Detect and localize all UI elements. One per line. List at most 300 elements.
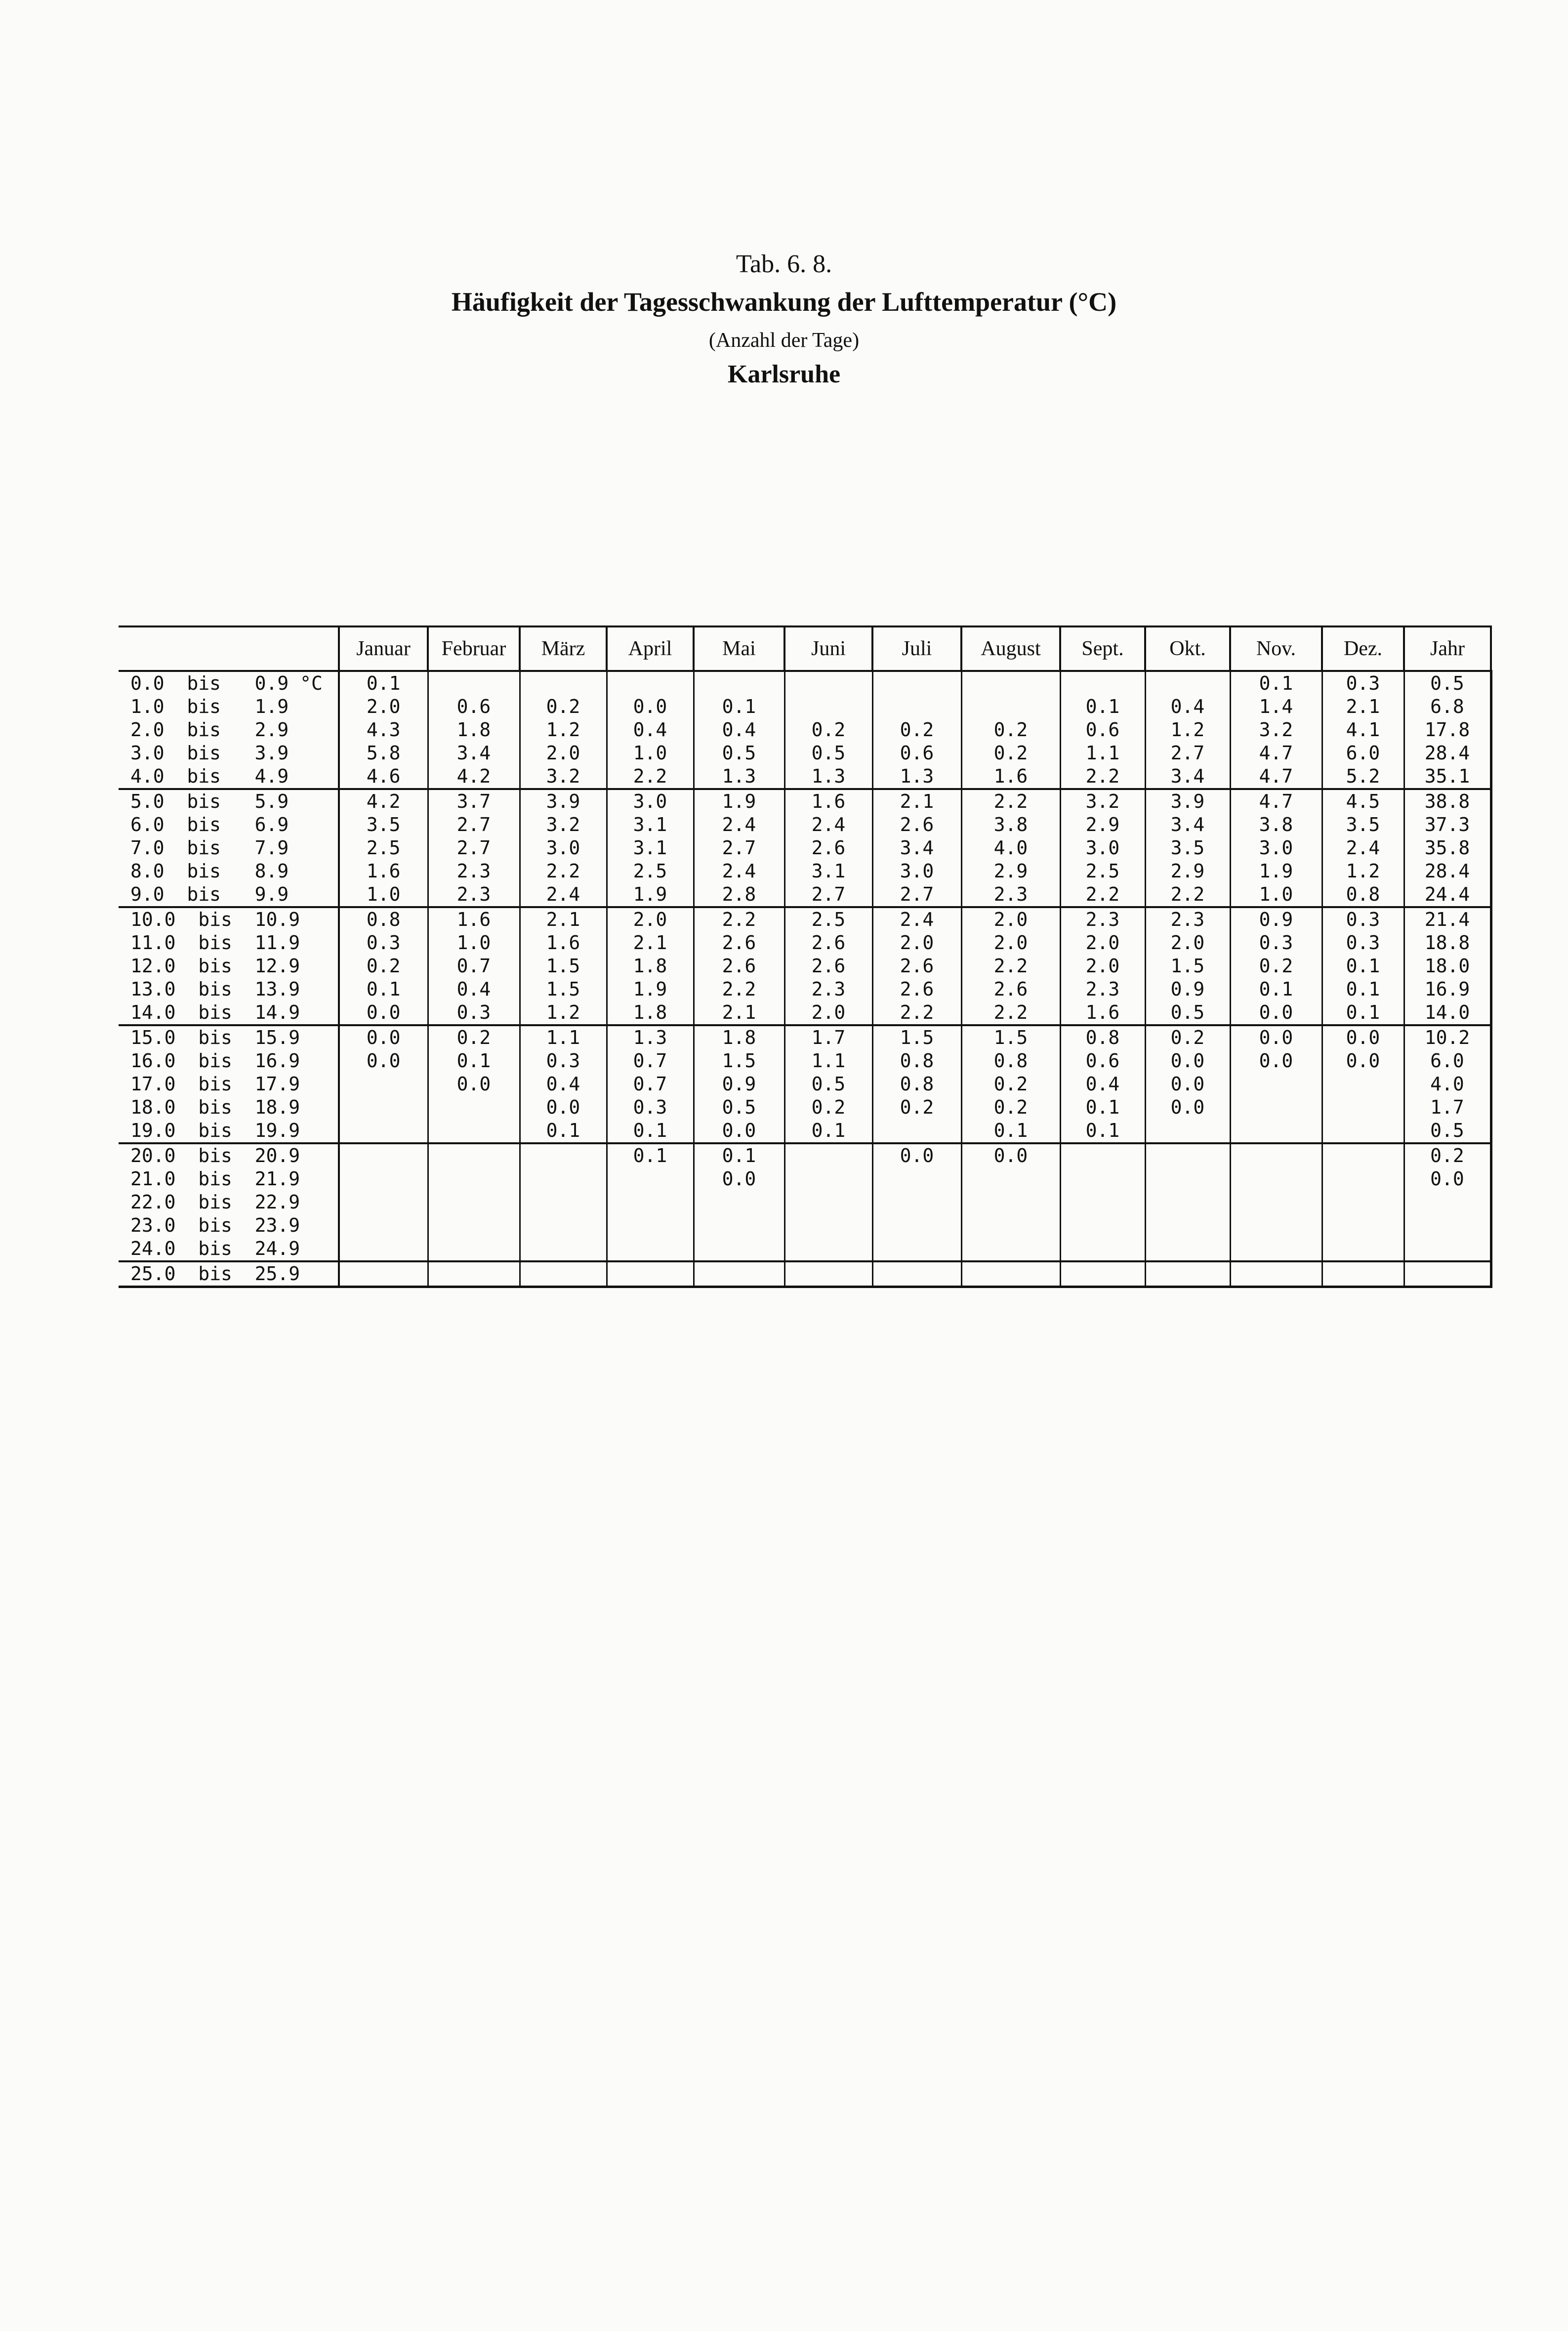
page-title: Häufigkeit der Tagesschwankung der Lufttemperatur (°C) (451, 287, 1117, 317)
range-cell: 23.0 bis 23.9 (119, 1214, 339, 1237)
value-cell (1060, 1167, 1145, 1191)
value-cell: 0.0 (694, 1167, 784, 1191)
value-cell (1322, 1167, 1404, 1191)
column-header: Juni (784, 626, 872, 671)
value-cell: 2.3 (1145, 907, 1230, 931)
value-cell: 1.9 (607, 883, 694, 907)
value-cell: 0.0 (607, 695, 694, 718)
value-cell: 0.1 (1060, 1096, 1145, 1119)
value-cell: 0.4 (428, 978, 520, 1001)
value-cell: 0.1 (607, 1119, 694, 1143)
value-cell: 2.8 (694, 883, 784, 907)
value-cell: 1.2 (520, 718, 607, 742)
value-cell (1060, 671, 1145, 695)
value-cell: 17.8 (1404, 718, 1491, 742)
value-cell: 16.9 (1404, 978, 1491, 1001)
range-cell: 1.0 bis 1.9 (119, 695, 339, 718)
value-cell (961, 671, 1060, 695)
value-cell: 2.6 (694, 955, 784, 978)
value-cell: 5.8 (339, 742, 428, 765)
value-cell (872, 1237, 961, 1261)
value-cell: 1.5 (961, 1025, 1060, 1049)
value-cell (1404, 1214, 1491, 1237)
frequency-table-container (119, 625, 1491, 1288)
table-row (119, 1261, 1491, 1287)
value-cell: 2.0 (961, 931, 1060, 955)
value-cell: 2.0 (339, 695, 428, 718)
value-cell (339, 1143, 428, 1167)
range-cell: 19.0 bis 19.9 (119, 1119, 339, 1143)
value-cell: 0.0 (1145, 1073, 1230, 1096)
range-cell: 2.0 bis 2.9 (119, 718, 339, 742)
value-cell: 1.7 (1404, 1096, 1491, 1119)
value-cell: 2.6 (961, 978, 1060, 1001)
value-cell (607, 1261, 694, 1287)
value-cell (784, 1214, 872, 1237)
value-cell (784, 1261, 872, 1287)
value-cell (520, 1191, 607, 1214)
value-cell (339, 1191, 428, 1214)
value-cell: 0.5 (784, 1073, 872, 1096)
value-cell: 2.2 (694, 907, 784, 931)
value-cell: 0.7 (428, 955, 520, 978)
value-cell (520, 671, 607, 695)
value-cell (694, 1237, 784, 1261)
value-cell: 0.1 (607, 1143, 694, 1167)
value-cell (1404, 1237, 1491, 1261)
value-cell (520, 1143, 607, 1167)
value-cell (1230, 1096, 1322, 1119)
value-cell: 2.2 (1060, 883, 1145, 907)
value-cell: 2.0 (607, 907, 694, 931)
value-cell (520, 1167, 607, 1191)
table-row (119, 860, 1491, 883)
value-cell: 3.4 (1145, 765, 1230, 789)
value-cell: 0.6 (872, 742, 961, 765)
value-cell: 1.0 (428, 931, 520, 955)
value-cell: 4.3 (339, 718, 428, 742)
value-cell: 0.3 (607, 1096, 694, 1119)
value-cell (784, 671, 872, 695)
range-cell: 20.0 bis 20.9 (119, 1143, 339, 1167)
value-cell: 2.6 (872, 813, 961, 836)
value-cell (1145, 1167, 1230, 1191)
value-cell: 0.9 (694, 1073, 784, 1096)
value-cell (520, 1237, 607, 1261)
value-cell (784, 1191, 872, 1214)
column-header: Sept. (1060, 626, 1145, 671)
value-cell: 0.9 (1145, 978, 1230, 1001)
value-cell: 3.7 (428, 789, 520, 813)
value-cell (784, 1237, 872, 1261)
table-row (119, 1237, 1491, 1261)
range-cell: 14.0 bis 14.9 (119, 1001, 339, 1025)
value-cell (1145, 671, 1230, 695)
value-cell: 3.0 (520, 836, 607, 860)
value-cell: 3.2 (1230, 718, 1322, 742)
value-cell: 0.0 (339, 1001, 428, 1025)
value-cell (428, 1143, 520, 1167)
value-cell: 2.0 (961, 907, 1060, 931)
value-cell: 10.2 (1404, 1025, 1491, 1049)
value-cell: 0.5 (694, 1096, 784, 1119)
value-cell: 18.0 (1404, 955, 1491, 978)
value-cell: 0.2 (1404, 1143, 1491, 1167)
value-cell: 2.6 (784, 955, 872, 978)
value-cell: 1.3 (872, 765, 961, 789)
value-cell: 0.5 (1404, 671, 1491, 695)
value-cell: 2.3 (1060, 907, 1145, 931)
value-cell (607, 1191, 694, 1214)
value-cell: 0.9 (1230, 907, 1322, 931)
value-cell: 2.1 (1322, 695, 1404, 718)
column-header: August (961, 626, 1060, 671)
value-cell: 0.3 (1322, 907, 1404, 931)
table-row (119, 1049, 1491, 1073)
table-row (119, 978, 1491, 1001)
table-row (119, 813, 1491, 836)
value-cell: 5.2 (1322, 765, 1404, 789)
value-cell (1060, 1143, 1145, 1167)
value-cell (339, 1237, 428, 1261)
value-cell: 0.4 (694, 718, 784, 742)
value-cell: 3.4 (872, 836, 961, 860)
value-cell: 0.0 (872, 1143, 961, 1167)
table-row (119, 1001, 1491, 1025)
value-cell: 1.7 (784, 1025, 872, 1049)
value-cell: 3.0 (872, 860, 961, 883)
value-cell: 0.0 (339, 1025, 428, 1049)
value-cell (339, 1096, 428, 1119)
range-cell: 16.0 bis 16.9 (119, 1049, 339, 1073)
value-cell (961, 1167, 1060, 1191)
value-cell: 0.8 (339, 907, 428, 931)
value-cell (1060, 1191, 1145, 1214)
value-cell: 0.1 (428, 1049, 520, 1073)
value-cell: 2.3 (961, 883, 1060, 907)
table-number: Tab. 6. 8. (736, 250, 832, 278)
value-cell: 0.2 (784, 1096, 872, 1119)
value-cell: 2.9 (1145, 860, 1230, 883)
value-cell: 0.7 (607, 1049, 694, 1073)
station-name: Karlsruhe (727, 360, 841, 388)
value-cell: 3.9 (520, 789, 607, 813)
value-cell: 1.9 (1230, 860, 1322, 883)
value-cell (1230, 1191, 1322, 1214)
range-cell: 0.0 bis 0.9 °C (119, 671, 339, 695)
value-cell (961, 1261, 1060, 1287)
value-cell: 0.1 (694, 695, 784, 718)
table-row (119, 1191, 1491, 1214)
value-cell: 1.1 (520, 1025, 607, 1049)
value-cell: 0.0 (961, 1143, 1060, 1167)
value-cell: 0.5 (784, 742, 872, 765)
value-cell (1145, 1143, 1230, 1167)
value-cell: 4.5 (1322, 789, 1404, 813)
value-cell: 3.5 (1322, 813, 1404, 836)
column-header: Mai (694, 626, 784, 671)
value-cell: 2.1 (520, 907, 607, 931)
column-header: Nov. (1230, 626, 1322, 671)
value-cell (872, 1119, 961, 1143)
value-cell: 0.1 (1230, 978, 1322, 1001)
value-cell: 0.6 (1060, 1049, 1145, 1073)
value-cell: 2.2 (961, 789, 1060, 813)
table-header-row (119, 626, 1491, 671)
range-cell: 4.0 bis 4.9 (119, 765, 339, 789)
value-cell (428, 1096, 520, 1119)
value-cell: 2.2 (961, 1001, 1060, 1025)
value-cell: 0.1 (339, 978, 428, 1001)
column-header: Februar (428, 626, 520, 671)
value-cell: 1.2 (520, 1001, 607, 1025)
value-cell: 1.8 (607, 1001, 694, 1025)
value-cell (1145, 1261, 1230, 1287)
value-cell: 0.0 (520, 1096, 607, 1119)
value-cell: 0.2 (961, 1096, 1060, 1119)
value-cell: 2.2 (872, 1001, 961, 1025)
value-cell: 4.6 (339, 765, 428, 789)
value-cell: 0.0 (428, 1073, 520, 1096)
value-cell: 2.2 (961, 955, 1060, 978)
value-cell (1322, 1143, 1404, 1167)
value-cell: 0.0 (1230, 1001, 1322, 1025)
value-cell: 1.1 (1060, 742, 1145, 765)
value-cell: 0.2 (872, 718, 961, 742)
value-cell: 2.9 (1060, 813, 1145, 836)
value-cell: 3.2 (520, 813, 607, 836)
value-cell (339, 1167, 428, 1191)
value-cell (961, 1214, 1060, 1237)
value-cell (428, 1119, 520, 1143)
value-cell: 2.1 (872, 789, 961, 813)
value-cell: 0.1 (1322, 1001, 1404, 1025)
range-cell: 9.0 bis 9.9 (119, 883, 339, 907)
value-cell: 21.4 (1404, 907, 1491, 931)
value-cell: 2.1 (607, 931, 694, 955)
value-cell (1145, 1191, 1230, 1214)
value-cell: 0.8 (1322, 883, 1404, 907)
value-cell (1230, 1214, 1322, 1237)
value-cell: 0.1 (339, 671, 428, 695)
value-cell: 3.0 (1230, 836, 1322, 860)
value-cell: 0.1 (694, 1143, 784, 1167)
value-cell: 0.1 (520, 1119, 607, 1143)
value-cell: 1.6 (339, 860, 428, 883)
value-cell: 3.9 (1145, 789, 1230, 813)
value-cell (1322, 1096, 1404, 1119)
value-cell (1230, 1119, 1322, 1143)
value-cell (1060, 1214, 1145, 1237)
value-cell: 0.2 (961, 718, 1060, 742)
value-cell: 2.3 (428, 860, 520, 883)
value-cell: 0.2 (520, 695, 607, 718)
value-cell: 2.4 (694, 813, 784, 836)
range-cell: 7.0 bis 7.9 (119, 836, 339, 860)
column-header: Jahr (1404, 626, 1491, 671)
table-row (119, 1167, 1491, 1191)
value-cell: 38.8 (1404, 789, 1491, 813)
value-cell: 3.8 (1230, 813, 1322, 836)
value-cell: 1.3 (784, 765, 872, 789)
value-cell (1230, 1167, 1322, 1191)
value-cell: 1.2 (1322, 860, 1404, 883)
value-cell: 3.1 (607, 836, 694, 860)
value-cell: 1.5 (1145, 955, 1230, 978)
value-cell: 0.6 (1060, 718, 1145, 742)
value-cell (1230, 1073, 1322, 1096)
table-row (119, 695, 1491, 718)
range-cell: 18.0 bis 18.9 (119, 1096, 339, 1119)
table-row (119, 1214, 1491, 1237)
value-cell (1404, 1261, 1491, 1287)
value-cell: 0.2 (784, 718, 872, 742)
value-cell: 2.0 (1060, 955, 1145, 978)
value-cell: 1.5 (872, 1025, 961, 1049)
value-cell: 2.0 (784, 1001, 872, 1025)
value-cell: 1.6 (520, 931, 607, 955)
value-cell (694, 1191, 784, 1214)
value-cell (872, 1214, 961, 1237)
value-cell: 0.3 (1322, 671, 1404, 695)
value-cell: 2.4 (520, 883, 607, 907)
value-cell (339, 1073, 428, 1096)
value-cell: 2.7 (428, 813, 520, 836)
value-cell: 1.8 (694, 1025, 784, 1049)
value-cell: 0.5 (694, 742, 784, 765)
value-cell: 1.6 (961, 765, 1060, 789)
value-cell (1322, 1119, 1404, 1143)
value-cell: 2.0 (1060, 931, 1145, 955)
value-cell (520, 1261, 607, 1287)
value-cell: 0.2 (872, 1096, 961, 1119)
value-cell (1145, 1237, 1230, 1261)
value-cell: 1.1 (784, 1049, 872, 1073)
value-cell: 3.8 (961, 813, 1060, 836)
range-cell: 5.0 bis 5.9 (119, 789, 339, 813)
value-cell (1230, 1143, 1322, 1167)
value-cell: 2.3 (1060, 978, 1145, 1001)
value-cell: 0.3 (1322, 931, 1404, 955)
value-cell: 0.2 (1145, 1025, 1230, 1049)
value-cell: 4.7 (1230, 742, 1322, 765)
value-cell: 0.4 (607, 718, 694, 742)
value-cell: 2.7 (784, 883, 872, 907)
range-cell: 10.0 bis 10.9 (119, 907, 339, 931)
range-cell: 24.0 bis 24.9 (119, 1237, 339, 1261)
value-cell: 0.0 (694, 1119, 784, 1143)
value-cell: 6.0 (1322, 742, 1404, 765)
value-cell (1322, 1073, 1404, 1096)
value-cell: 0.1 (961, 1119, 1060, 1143)
table-row (119, 1096, 1491, 1119)
value-cell: 2.6 (872, 955, 961, 978)
frequency-table (119, 625, 1492, 1288)
value-cell: 2.4 (694, 860, 784, 883)
value-cell (1230, 1237, 1322, 1261)
value-cell: 2.2 (1060, 765, 1145, 789)
value-cell: 4.7 (1230, 789, 1322, 813)
value-cell (872, 671, 961, 695)
table-row (119, 931, 1491, 955)
value-cell: 35.1 (1404, 765, 1491, 789)
column-header: März (520, 626, 607, 671)
value-cell (961, 1237, 1060, 1261)
value-cell (694, 671, 784, 695)
column-header: April (607, 626, 694, 671)
value-cell: 0.3 (339, 931, 428, 955)
value-cell: 3.5 (339, 813, 428, 836)
value-cell: 3.4 (428, 742, 520, 765)
range-cell: 15.0 bis 15.9 (119, 1025, 339, 1049)
value-cell: 2.7 (428, 836, 520, 860)
value-cell: 2.4 (1322, 836, 1404, 860)
value-cell: 3.4 (1145, 813, 1230, 836)
value-cell: 1.0 (339, 883, 428, 907)
value-cell: 4.1 (1322, 718, 1404, 742)
range-cell: 25.0 bis 25.9 (119, 1261, 339, 1287)
value-cell (784, 695, 872, 718)
value-cell: 0.0 (1145, 1049, 1230, 1073)
header-corner (119, 626, 339, 671)
value-cell (1322, 1237, 1404, 1261)
value-cell (784, 1143, 872, 1167)
range-cell: 22.0 bis 22.9 (119, 1191, 339, 1214)
value-cell (694, 1214, 784, 1237)
value-cell: 2.6 (784, 836, 872, 860)
value-cell: 1.0 (1230, 883, 1322, 907)
value-cell: 2.6 (694, 931, 784, 955)
value-cell (428, 1191, 520, 1214)
value-cell: 0.3 (520, 1049, 607, 1073)
value-cell: 0.8 (961, 1049, 1060, 1073)
table-row (119, 955, 1491, 978)
value-cell (872, 1167, 961, 1191)
value-cell: 0.8 (872, 1049, 961, 1073)
value-cell: 0.0 (1322, 1025, 1404, 1049)
value-cell: 2.2 (607, 765, 694, 789)
value-cell (339, 1119, 428, 1143)
value-cell (428, 1214, 520, 1237)
value-cell: 0.1 (784, 1119, 872, 1143)
value-cell: 0.4 (520, 1073, 607, 1096)
table-row (119, 1143, 1491, 1167)
value-cell: 0.3 (1230, 931, 1322, 955)
value-cell (872, 1261, 961, 1287)
value-cell: 6.8 (1404, 695, 1491, 718)
value-cell: 2.7 (872, 883, 961, 907)
value-cell (1322, 1214, 1404, 1237)
value-cell (1322, 1261, 1404, 1287)
value-cell: 1.4 (1230, 695, 1322, 718)
value-cell: 1.3 (694, 765, 784, 789)
value-cell: 1.8 (428, 718, 520, 742)
value-cell: 28.4 (1404, 742, 1491, 765)
value-cell: 14.0 (1404, 1001, 1491, 1025)
value-cell: 2.3 (428, 883, 520, 907)
range-cell: 8.0 bis 8.9 (119, 860, 339, 883)
value-cell: 0.2 (339, 955, 428, 978)
value-cell: 0.0 (1230, 1049, 1322, 1073)
value-cell: 2.6 (872, 978, 961, 1001)
value-cell (1322, 1191, 1404, 1214)
value-cell: 1.2 (1145, 718, 1230, 742)
table-row (119, 671, 1491, 695)
table-row (119, 765, 1491, 789)
value-cell: 0.0 (1322, 1049, 1404, 1073)
value-cell: 0.3 (428, 1001, 520, 1025)
value-cell (428, 1261, 520, 1287)
